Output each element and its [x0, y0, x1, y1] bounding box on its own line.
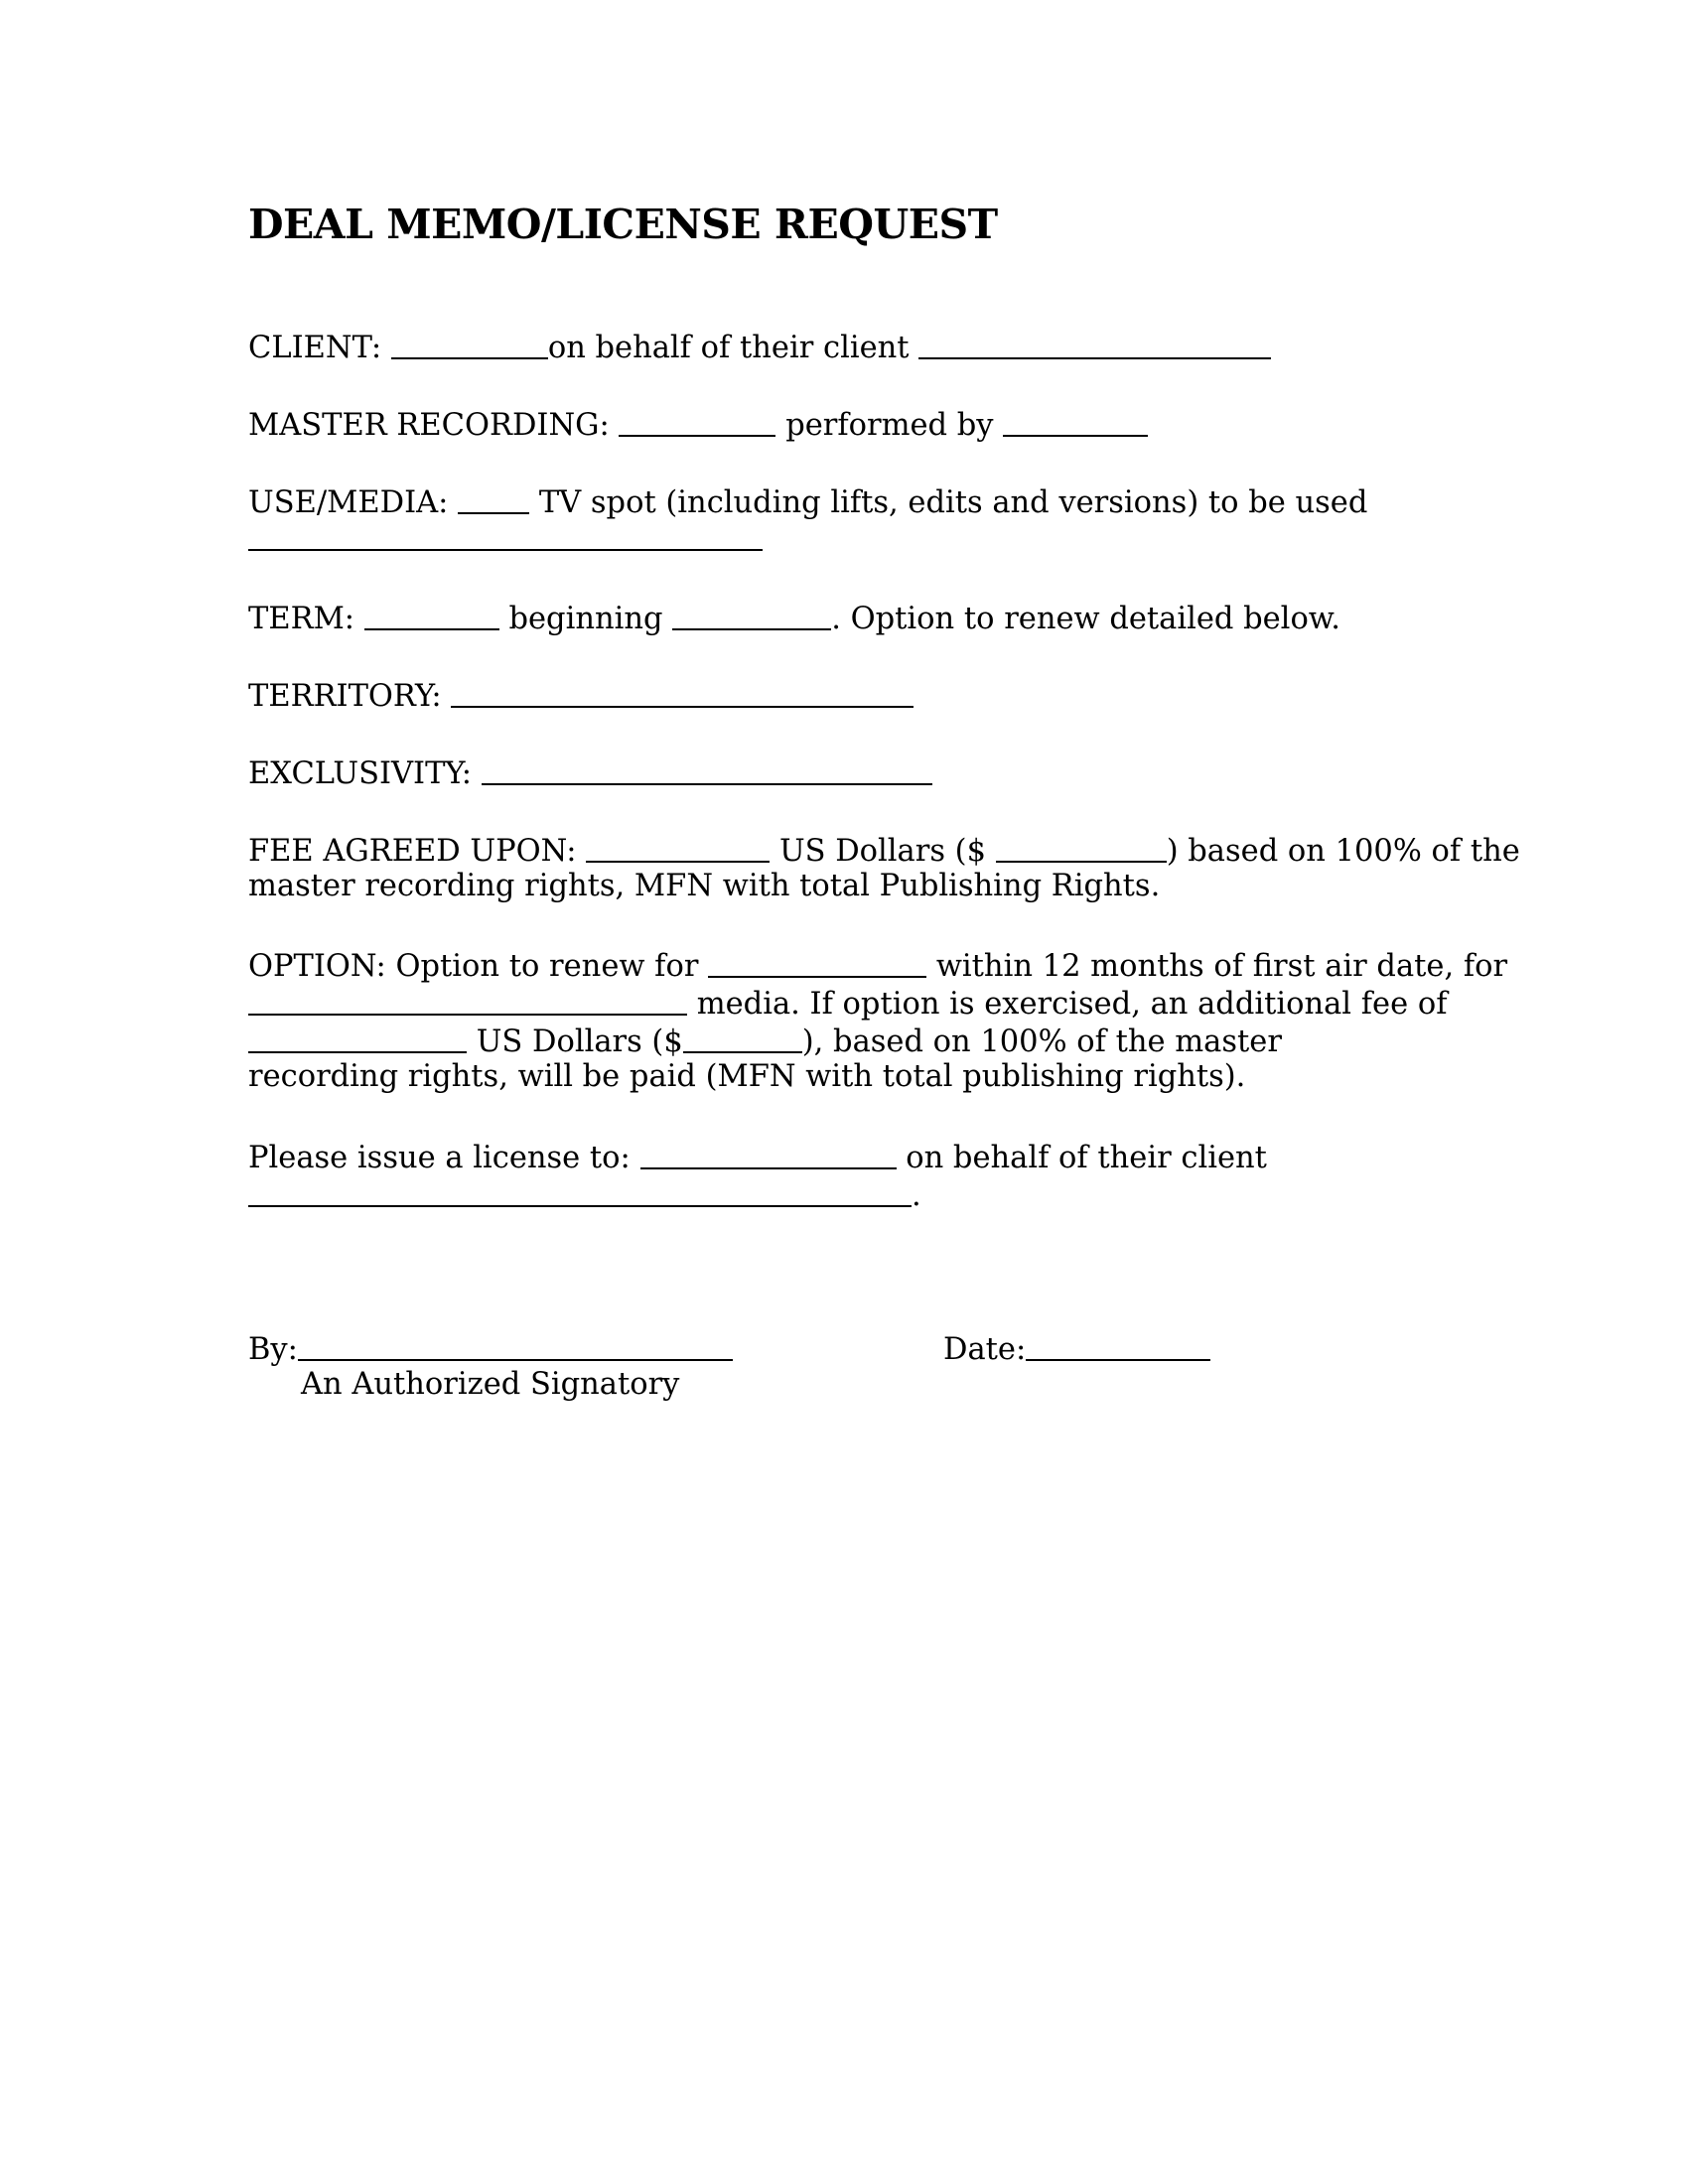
client-label: CLIENT: — [248, 331, 382, 365]
fee-end-text: ) based on 100% of the — [1166, 834, 1520, 869]
signature-date-line — [943, 1327, 1210, 1369]
page-title: DEAL MEMO/LICENSE REQUEST — [248, 201, 998, 248]
option-line-4-text: recording rights, will be paid (MFN with total publishing rights). — [248, 1059, 1246, 1094]
exclusivity-blank[interactable] — [482, 753, 932, 785]
territory-line — [248, 674, 914, 716]
option-line-2 — [248, 982, 1448, 1024]
fee-line-2 — [248, 867, 1160, 905]
option-line-1 — [248, 944, 1507, 986]
use-media-text: TV spot (including lifts, edits and versions) to be used — [538, 485, 1368, 520]
option-text-2: media. If option is exercised, an additional fee of — [696, 987, 1448, 1022]
license-line — [248, 1136, 1267, 1177]
option-line-3 — [248, 1020, 1282, 1061]
fee-label: FEE AGREED UPON: — [248, 834, 577, 869]
fee-amount-blank[interactable] — [996, 831, 1167, 863]
signature-by-line — [248, 1327, 733, 1369]
option-term-blank[interactable] — [708, 946, 926, 978]
term-line — [248, 597, 1340, 638]
term-middle-text: beginning — [508, 602, 663, 636]
option-text-4: ), based on 100% of the master — [801, 1024, 1282, 1059]
option-line-4 — [248, 1057, 1245, 1096]
signature-date-label: Date: — [943, 1332, 1027, 1367]
license-end-text: . — [912, 1178, 921, 1213]
license-licensee-blank[interactable] — [640, 1138, 897, 1169]
option-text-3: US Dollars ($ — [476, 1024, 683, 1059]
option-media-blank[interactable] — [248, 984, 687, 1016]
master-recording-line — [248, 403, 1148, 445]
fee-line-2-text: master recording rights, MFN with total Publishing Rights. — [248, 869, 1161, 903]
exclusivity-label: EXCLUSIVITY: — [248, 756, 473, 791]
term-label: TERM: — [248, 602, 355, 636]
client-line — [248, 326, 1271, 367]
fee-words-blank[interactable] — [586, 831, 770, 863]
exclusivity-line — [248, 751, 932, 793]
master-recording-label: MASTER RECORDING: — [248, 408, 610, 443]
signatory-caption — [248, 1365, 679, 1404]
use-media-line — [248, 480, 1367, 522]
signature-by-label: By: — [248, 1332, 298, 1367]
license-label: Please issue a license to: — [248, 1141, 631, 1175]
use-media-blank[interactable] — [458, 482, 529, 514]
signatory-text: An Authorized Signatory — [301, 1367, 680, 1402]
territory-blank[interactable] — [451, 676, 914, 708]
option-label: OPTION: Option to renew for — [248, 949, 699, 984]
use-media-label: USE/MEDIA: — [248, 485, 449, 520]
signature-blank[interactable] — [298, 1329, 733, 1361]
client-blank[interactable] — [391, 328, 548, 359]
territory-label: TERRITORY: — [248, 679, 442, 714]
license-middle-text: on behalf of their client — [906, 1141, 1267, 1175]
option-text-1: within 12 months of first air date, for — [935, 949, 1508, 984]
signature-date-blank[interactable] — [1026, 1329, 1210, 1361]
client-middle-text: on behalf of their client — [547, 331, 910, 365]
use-media-blank-2[interactable] — [248, 519, 763, 551]
fee-middle-text: US Dollars ($ — [778, 834, 986, 869]
master-recording-blank[interactable] — [619, 405, 775, 437]
term-start-blank[interactable] — [672, 599, 831, 630]
client-of-client-blank[interactable] — [918, 328, 1271, 359]
option-fee-amount-blank[interactable] — [683, 1022, 802, 1053]
fee-line — [248, 829, 1520, 871]
license-line-2 — [248, 1173, 921, 1215]
term-end-text: . Option to renew detailed below. — [831, 602, 1340, 636]
use-media-line-2 — [248, 517, 763, 559]
performer-blank[interactable] — [1003, 405, 1148, 437]
option-fee-words-blank[interactable] — [248, 1022, 467, 1053]
license-client-blank[interactable] — [248, 1175, 912, 1207]
term-blank[interactable] — [364, 599, 499, 630]
master-recording-middle-text: performed by — [785, 408, 994, 443]
